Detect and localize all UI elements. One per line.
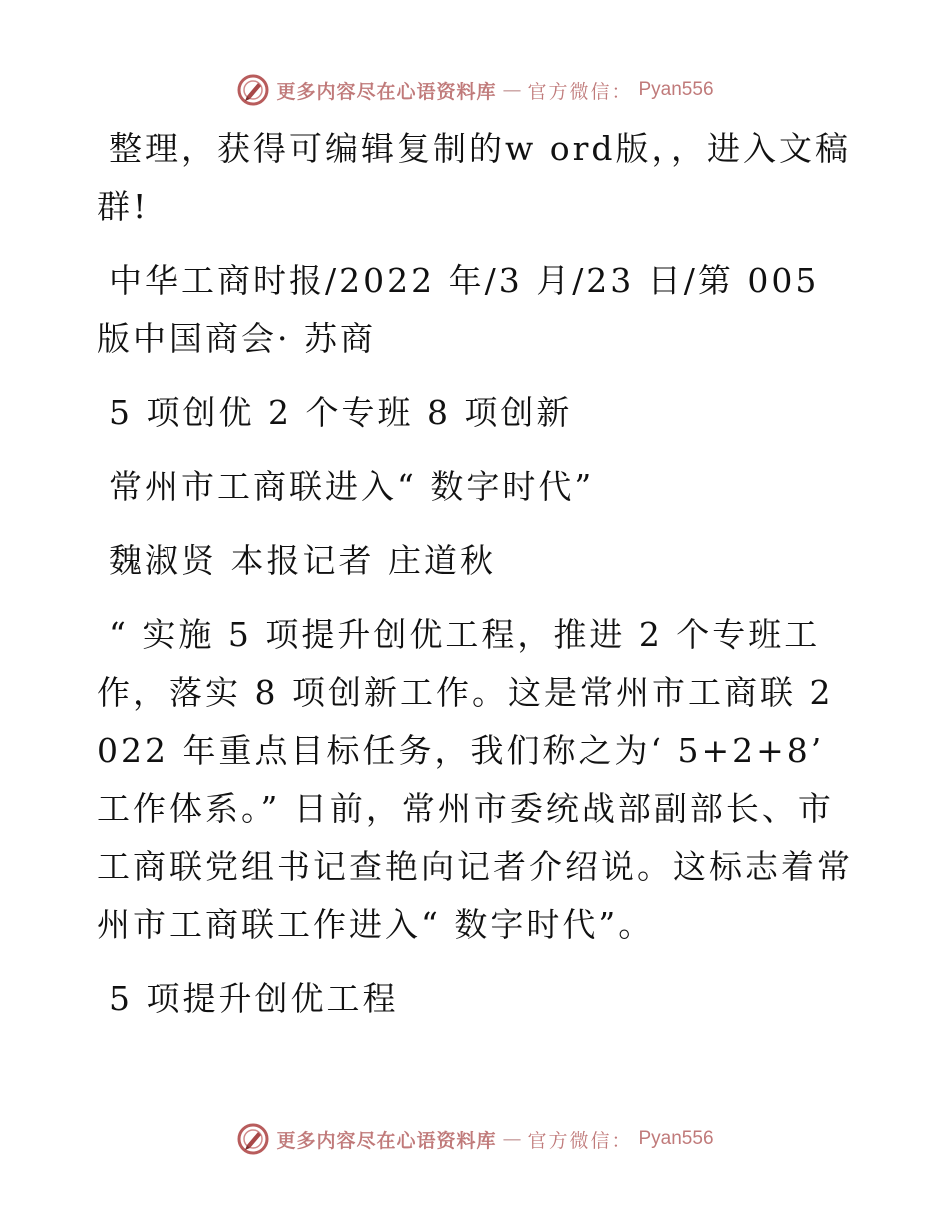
pen-circle-logo-icon <box>236 73 270 107</box>
byline: 魏淑贤 本报记者 庄道秋 <box>109 541 496 580</box>
intro-paragraph: 整理，获得可编辑复制的w ord版，，进入文稿群! <box>97 129 852 226</box>
footer-brand-text: 更多内容尽在心语资料库 <box>276 1129 497 1152</box>
source-line: 中华工商时报/2022 年/3 月/23 日/第 005 版中国商会· 苏商 <box>97 261 820 358</box>
article-title: 常州市工商联进入“ 数字时代” <box>109 467 595 506</box>
header-brand-text: 更多内容尽在心语资料库 <box>276 80 497 103</box>
pen-circle-logo-icon <box>236 1122 270 1156</box>
subtitle: 5 项创优 2 个专班 8 项创新 <box>109 393 573 432</box>
footer-wechat-label: 官方微信： <box>527 1129 633 1152</box>
body-paragraph: “ 实施 5 项提升创优工程，推进 2 个专班工作，落实 8 项创新工作。这是常州市工商联 2022 年重点目标任务，我们称之为‘ 5+2+8’ 工作体系。” 日前，常州市委统战部副部长、市工商联党组书记查艳向记者介绍说。这标志着常州市工商联工作进入“ 数字时代”。 <box>97 615 853 944</box>
header-wechat-label: 官方微信： <box>527 80 633 103</box>
footer-banner <box>0 1119 950 1159</box>
header-separator: — <box>502 79 522 101</box>
footer-wechat-id: Pyan556 <box>638 1128 714 1149</box>
section-heading: 5 项提升创优工程 <box>109 979 399 1018</box>
header-banner <box>0 70 950 110</box>
footer-separator: — <box>502 1128 522 1150</box>
document-body <box>97 120 857 1044</box>
header-wechat-id: Pyan556 <box>638 79 714 100</box>
